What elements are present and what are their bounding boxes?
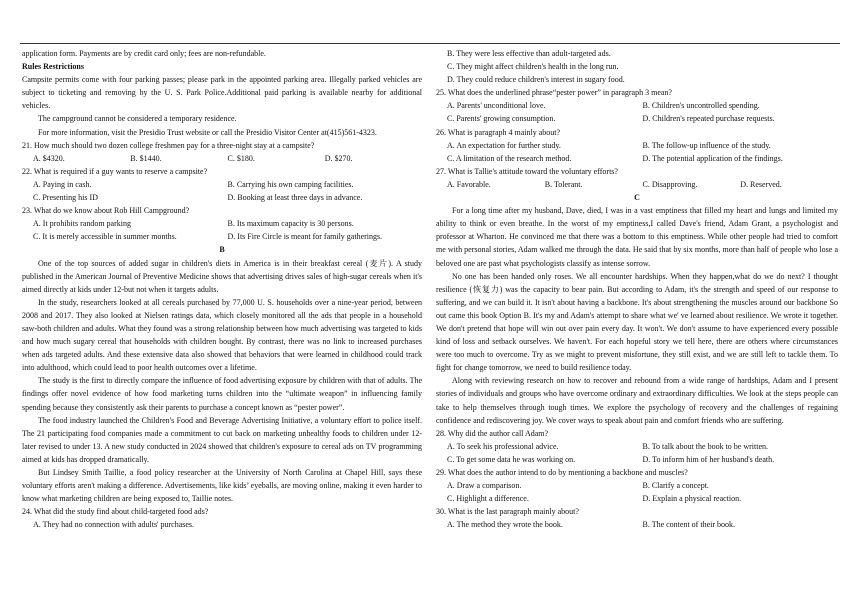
option: C. $180. bbox=[227, 153, 255, 163]
option: A. It prohibits random parking bbox=[33, 219, 131, 229]
option: B. Its maximum capacity is 30 persons. bbox=[227, 219, 354, 229]
question-29: 29. What does the author intend to do by mentioning a backbone and muscles? bbox=[436, 468, 688, 477]
header-rule bbox=[20, 43, 840, 44]
option: B. $1440. bbox=[130, 153, 162, 163]
section-heading-c: C bbox=[634, 193, 640, 203]
option: D. To inform him of her husband's death. bbox=[642, 454, 775, 464]
question-22: 22. What is required if a guy wants to reserve a campsite? bbox=[22, 166, 208, 176]
left-column bbox=[22, 47, 422, 531]
option: C. They might affect children's health in the long run. bbox=[447, 62, 619, 72]
option: B. Clarify a concept. bbox=[642, 481, 709, 491]
option: A. The method they wrote the book. bbox=[447, 520, 563, 530]
option: A. Draw a comparison. bbox=[447, 481, 522, 491]
options-29 bbox=[436, 492, 838, 505]
option: A. Paying in cash. bbox=[33, 179, 92, 189]
options-29 bbox=[436, 479, 838, 492]
options-21 bbox=[22, 152, 422, 165]
question-28: 28. Why did the author call Adam? bbox=[436, 428, 549, 438]
options-23 bbox=[22, 217, 422, 230]
options-22 bbox=[22, 191, 422, 204]
question-24: 24. What did the study find about child-targeted food ads? bbox=[22, 507, 209, 517]
option: C. A limitation of the research method. bbox=[447, 153, 572, 163]
question-26: 26. What is paragraph 4 mainly about? bbox=[436, 127, 561, 137]
question-23: 23. What do we know about Rob Hill Campground? bbox=[22, 206, 190, 216]
options-26 bbox=[436, 152, 838, 165]
options-26 bbox=[436, 139, 838, 152]
option: B. Children's uncontrolled spending. bbox=[642, 101, 760, 111]
option: D. Reserved. bbox=[740, 179, 782, 189]
options-25 bbox=[436, 112, 838, 125]
options-28 bbox=[436, 453, 838, 466]
option: B. Carrying his own camping facilities. bbox=[227, 179, 354, 189]
option: A. They had no connection with adults' purchases. bbox=[33, 520, 195, 530]
option: A. Parents' unconditional love. bbox=[447, 101, 546, 111]
passage-b-paragraph: The food industry launched the Children's Food and Beverage Advertising Initiative, a voluntary effort to police itself. The 21 participating food companies made a commitment to cut back on marketing unhealthy foods to children under 12-later revised to under 13. A new study conducted in 2024 showed that children's exposure to cereal ads on TV programming aimed at kids has dropped dramatically. bbox=[22, 415, 422, 464]
rules-heading: Rules Restrictions bbox=[22, 62, 84, 72]
option: D. Booking at least three days in advance. bbox=[227, 193, 363, 203]
option: D. They could reduce children's interest in sugary food. bbox=[447, 75, 625, 85]
intro-tail: application form. Payments are by credit card only; fees are non-refundable. bbox=[22, 49, 266, 58]
options-22 bbox=[22, 178, 422, 191]
option: C. Highlight a difference. bbox=[447, 494, 529, 504]
option: B. They were less effective than adult-targeted ads. bbox=[447, 49, 611, 58]
option: A. $4320. bbox=[33, 153, 65, 163]
option: D. The potential application of the findings. bbox=[642, 153, 783, 163]
option: A. Favorable. bbox=[447, 179, 491, 189]
rules-paragraph: For more information, visit the Presidio Trust website or call the Presidio Visitor Center at(415)561-4323. bbox=[38, 127, 377, 137]
passage-b-paragraph: One of the top sources of added sugar in children's diets in America is in their breakfast cereal (麦片). A study published in the American Journal of Preventive Medicine shows that advertising drives sales of high-sugar cereals when it's aimed directly at kids under 12-but not when it targets adults. bbox=[22, 258, 422, 294]
passage-b-paragraph: In the study, researchers looked at all cereals purchased by 77,000 U. S. households over a nine-year period, between 2008 and 2017. They also looked at Nielsen ratings data, which closely monitored all the ads that people in a household saw-both children and adults. What they found was a strong relationship between how much advertising was targeted to kids and how much sugary cereal that households with children bought. By contrast, there was no link to increased purchases when ads targeted adults. And these extensive data also showed that behaviors that were learned in childhood could track into adulthood, which could lead to poor health outcomes over a lifetime. bbox=[22, 297, 422, 373]
option: C. Disapproving. bbox=[642, 179, 698, 189]
question-30: 30. What is the last paragraph mainly about? bbox=[436, 507, 579, 517]
right-column bbox=[436, 47, 838, 531]
option: D. Explain a physical reaction. bbox=[642, 494, 742, 504]
option: C. Parents' growing consumption. bbox=[447, 114, 556, 124]
option: D. Its Fire Circle is meant for family gatherings. bbox=[227, 232, 383, 242]
passage-c-paragraph: No one has been handed only roses. We all encounter hardships. When they happen,what do we do next? I thought resilience (恢复力) was the capacity to bear pain. But according to Adam, it's the strength and speed of our response to suffering, and we can build it. It isn't about having a backbone. It's about strengthening the muscles around our backbone So out came this book Option B. It's my and Adam's attempt to share what we' ve learned about resilience. We wrote it together. We don't pretend that hope will win out over pain every day. It won't. We don't assume to have experienced every possible kind of loss and setback ourselves. We haven't. For each hopeful story we tell here, there are others where circumstances were too much to overcome. Try as we might to prevent misfortune, they still exist, and we are still left to tackle them. To fight for change tomorrow, we need to build resilience today. bbox=[436, 271, 838, 373]
rules-paragraph: The campground cannot be considered a temporary residence. bbox=[38, 114, 237, 124]
option: B. To talk about the book to be written. bbox=[642, 441, 768, 451]
options-23 bbox=[22, 230, 422, 243]
options-25 bbox=[436, 99, 838, 112]
passage-b-paragraph: The study is the first to directly compare the influence of food advertising exposure by children with that of adults. The findings offer novel evidence of how food marketing turns children into the “ultimate weapon” in influencing family spending because they consistently ask their parents to purchase a concept known as “pester power”. bbox=[22, 376, 422, 412]
option: B. The content of their book. bbox=[642, 520, 735, 530]
options-28 bbox=[436, 440, 838, 453]
passage-b-paragraph: But Lindsey Smith Taillie, a food policy researcher at the University of North Carolina at Chapel Hill, says these voluntary efforts aren't making a difference. Advertisements, like kids’ eyeballs, are moving online, making it even harder to know what marketing children are being exposed to, Taillie notes. bbox=[22, 468, 422, 504]
question-27: 27. What is Tallie's attitude toward the voluntary efforts? bbox=[436, 166, 618, 176]
question-21: 21. How much should two dozen college freshmen pay for a three-night stay at a campsite? bbox=[22, 140, 315, 150]
passage-c-paragraph: For a long time after my husband, Dave, died, I was in a vast emptiness that filled my heart and lungs and limited my ability to think or even breathe. In the worst of my emptiness,I called Dave's friend, Adam Grant, a psychologist and professor at Wharton. He convinced me that there was a bottom to this emptiness. While other people had tried to comfort me with personal stories, Adam walked me through the data. He said that by six months, more than half of people who lose a beloved one are past what psychologists classify as intense sorrow. bbox=[436, 206, 838, 268]
option: A. An expectation for further study. bbox=[447, 140, 561, 150]
option: C. To get some data he was working on. bbox=[447, 454, 576, 464]
option: D. Children's repeated purchase requests. bbox=[642, 114, 775, 124]
option: A. To seek his professional advice. bbox=[447, 441, 559, 451]
passage-c-paragraph: Along with reviewing research on how to recover and rebound from a wide range of hardships, Adam and I present stories of individuals and groups who have overcome ordinary and extraordinary difficulties. We look at the steps people can take to help themselves through tough times. We explore the psychology of recovery and the challenges of regaining confidence and rediscovering joy. We cover ways to speak about pain and comfort friends who are suffering. bbox=[436, 376, 838, 425]
options-27 bbox=[436, 178, 838, 191]
options-30 bbox=[436, 518, 838, 531]
option: C. It is merely accessible in summer months. bbox=[33, 232, 177, 242]
option: B. The follow-up influence of the study. bbox=[642, 140, 771, 150]
option: C. Presenting his ID bbox=[33, 193, 98, 203]
section-heading-b: B bbox=[219, 245, 225, 255]
question-25: 25. What does the underlined phrase“pester power” in paragraph 3 mean? bbox=[436, 88, 672, 98]
option: D. $270. bbox=[324, 153, 353, 163]
rules-paragraph: Campsite permits come with four parking passes; please park in the appointed parking area. Illegally parked vehicles are subject to ticketing and removing by the U. S. Park Police.Additional paid parking is available nearby for additional vehicles. bbox=[22, 75, 422, 111]
option: B. Tolerant. bbox=[544, 179, 583, 189]
